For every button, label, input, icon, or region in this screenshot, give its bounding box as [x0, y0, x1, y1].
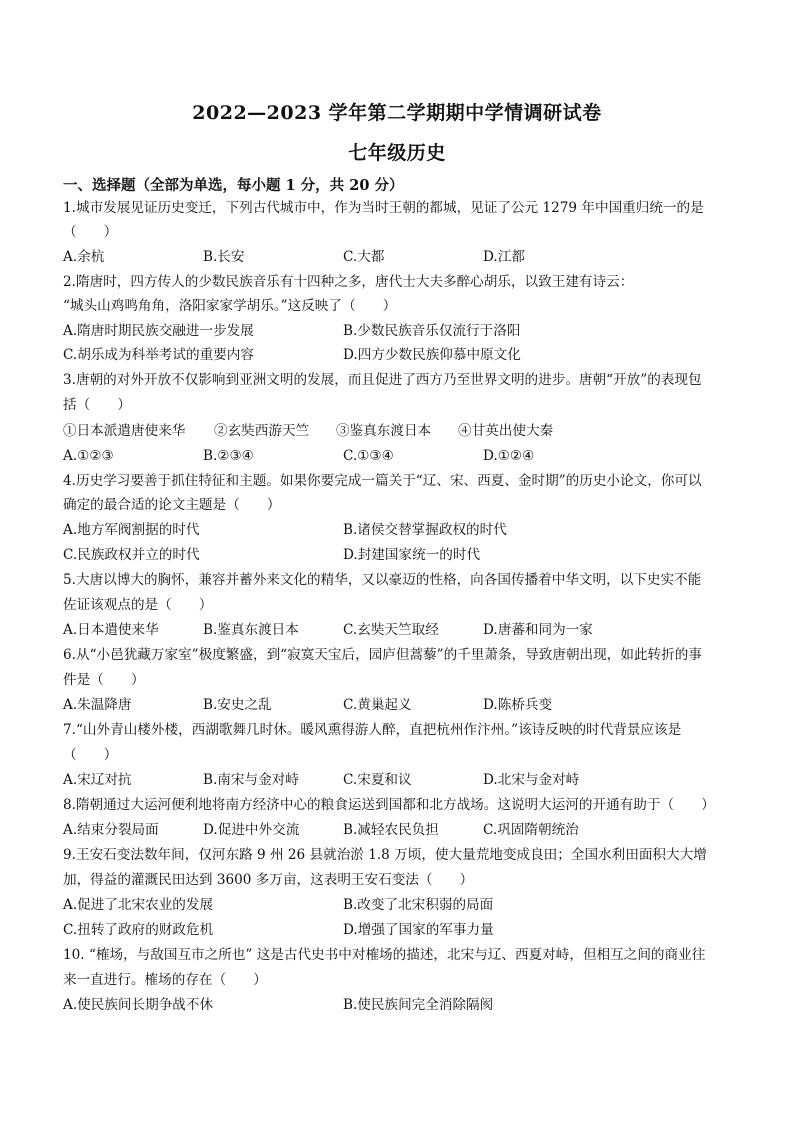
section-heading: 一、选择题（全部为单选，每小题 1 分，共 20 分） — [63, 177, 404, 194]
question-6-line-2: 件是（ ） — [63, 672, 145, 688]
question-1-option-d: D.江都 — [483, 249, 525, 265]
question-9-line-1: 9.王安石变法数年间，仅河东路 9 州 26 县就治淤 1.8 万顷，使大量荒地变成良田；全国水利田面积大大增 — [63, 847, 707, 863]
question-2-option-b: B.少数民族音乐仅流行于洛阳 — [343, 323, 521, 339]
question-4-line-2: 确定的最合适的论文主题是（ ） — [63, 497, 281, 513]
question-4-option-d: D.封建国家统一的时代 — [343, 547, 481, 563]
question-6-option-a: A.朱温降唐 — [63, 697, 132, 713]
question-8-line-1: 8.隋朝通过大运河便利地将南方经济中心的粮食运送到国都和北方战场。这说明大运河的开通有助于（ ） — [63, 797, 715, 813]
question-1-line-2: （ ） — [63, 224, 118, 240]
question-4-option-b: B.诸侯交替掌握政权的时代 — [343, 522, 507, 538]
question-6-line-1: 6.从“小邑犹藏万家室”极度繁盛，到“寂寞天宝后，园庐但蒿藜”的千里萧条，导致唐朝出现，如此转折的事 — [63, 647, 702, 663]
question-8-option-d: D.促进中外交流 — [203, 822, 300, 838]
question-4-line-1: 4.历史学习要善于抓住特征和主题。如果你要完成一篇关于“辽、宋、西夏、金时期”的历史小论文，你可以 — [63, 473, 702, 489]
question-9-option-d: D.增强了国家的军事力量 — [343, 922, 494, 938]
question-9-option-c: C.扭转了政府的财政危机 — [63, 922, 214, 938]
question-6-option-c: C.黄巢起义 — [343, 697, 412, 713]
question-2-line-1: 2.隋唐时，四方传人的少数民族音乐有十四种之多，唐代士大夫多醉心胡乐，以致王建有诗云： — [63, 274, 634, 290]
question-9-option-b: B.改变了北宋积弱的局面 — [343, 897, 494, 913]
question-3-option-a: A.①②③ — [63, 448, 114, 464]
question-7-line-1: 7.“山外青山楼外楼，西湖歌舞几时休。暖风熏得游人醉，直把杭州作汴州。”该诗反映的时代背景应该是 — [63, 722, 682, 738]
question-1-option-c: C.大都 — [343, 249, 385, 265]
question-10-line-2: 来一直进行。榷场的存在（ ） — [63, 972, 267, 988]
question-1-option-b: B.长安 — [203, 249, 245, 265]
question-1-option-a: A.余杭 — [63, 249, 105, 265]
question-5-option-c: C.玄奘天竺取经 — [343, 622, 439, 638]
question-3-item-3: ③鉴真东渡日本 — [336, 423, 432, 439]
question-7-option-c: C.宋夏和议 — [343, 772, 412, 788]
question-9-line-2: 加，得益的灌溉民田达到 3600 多万亩，这表明王安石变法（ ） — [63, 872, 474, 888]
exam-subtitle: 七年级历史 — [348, 142, 446, 164]
question-3-option-c: C.①③④ — [343, 448, 394, 464]
question-10-option-b: B.使民族间完全消除隔阂 — [343, 997, 494, 1013]
question-4-option-a: A.地方军阀割据的时代 — [63, 522, 200, 538]
question-5-option-d: D.唐蕃和同为一家 — [483, 622, 593, 638]
question-3-option-d: D.①②④ — [483, 448, 535, 464]
question-5-line-2: 佐证该观点的是（ ） — [63, 597, 213, 613]
question-8-option-a: A.结束分裂局面 — [63, 822, 159, 838]
question-7-option-b: B.南宋与金对峙 — [203, 772, 299, 788]
question-8-option-c: C.巩固隋朝统治 — [483, 822, 579, 838]
question-3-item-1: ①日本派遣唐使来华 — [63, 423, 186, 439]
question-7-option-a: A.宋辽对抗 — [63, 772, 132, 788]
question-3-option-b: B.②③④ — [203, 448, 254, 464]
question-2-option-c: C.胡乐成为科举考试的重要内容 — [63, 347, 254, 363]
question-7-option-d: D.北宋与金对峙 — [483, 772, 580, 788]
question-5-option-a: A.日本遣使来华 — [63, 622, 159, 638]
question-8-option-b: B.减轻农民负担 — [343, 822, 439, 838]
question-5-line-1: 5.大唐以博大的胸怀，兼容并蓄外来文化的精华，又以豪迈的性格，向各国传播着中华文明，以下史实不能 — [63, 572, 702, 588]
question-4-option-c: C.民族政权并立的时代 — [63, 547, 200, 563]
question-3-item-2: ②玄奘西游天竺 — [214, 423, 310, 439]
question-6-option-d: D.陈桥兵变 — [483, 697, 553, 713]
question-2-option-a: A.隋唐时期民族交融进一步发展 — [63, 323, 254, 339]
question-3-item-4: ④甘英出使大秦 — [458, 423, 554, 439]
question-7-line-2: （ ） — [63, 747, 118, 763]
question-2-line-2: “城头山鸡鸣角角，洛阳家家学胡乐。”这反映了（ ） — [63, 298, 397, 314]
question-5-option-b: B.鉴真东渡日本 — [203, 622, 299, 638]
question-3-line-1: 3.唐朝的对外开放不仅影响到亚洲文明的发展，而且促进了西方乃至世界文明的进步。唐朝“开放”的表现包 — [63, 372, 702, 388]
question-3-line-2: 括（ ） — [63, 397, 131, 413]
question-6-option-b: B.安史之乱 — [203, 697, 272, 713]
question-10-option-a: A.使民族间长期争战不休 — [63, 997, 214, 1013]
exam-title: 2022—2023 学年第二学期期中学情调研试卷 — [192, 102, 602, 124]
question-2-option-d: D.四方少数民族仰慕中原文化 — [343, 347, 521, 363]
question-1-line-1: 1.城市发展见证历史变迁，下列古代城市中，作为当时王朝的都城，见证了公元 1279 年中国重归统一的是 — [63, 200, 704, 216]
question-9-option-a: A.促进了北宋农业的发展 — [63, 897, 214, 913]
question-10-line-1: 10. “榷场，与敌国互市之所也” 这是古代史书中对榷场的描述，北宋与辽、西夏对峙，但相互之间的商业往 — [63, 947, 706, 963]
